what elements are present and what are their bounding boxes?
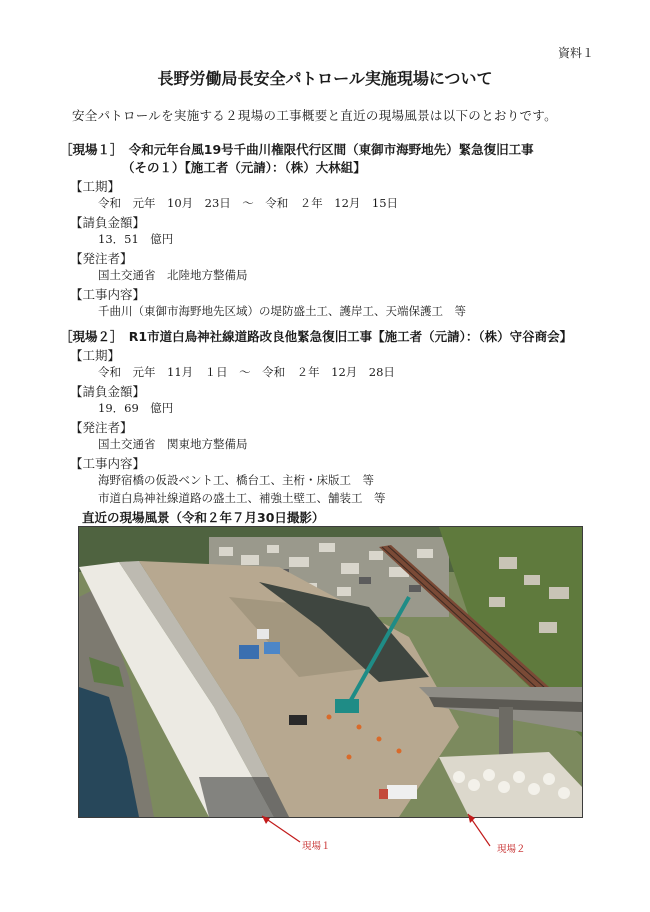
marker-site2-label: 現場２ bbox=[497, 844, 526, 855]
site1-amount: 13．51 億円 bbox=[98, 232, 174, 246]
site1-period: 令和 元年 10月 23日 ～ 令和 ２年 12月 15日 bbox=[98, 196, 399, 210]
site2-client-label: 【発注者】 bbox=[70, 420, 133, 435]
site2-content-line1: 海野宿橋の仮設ベント工、橋台工、主桁・床版工 等 bbox=[98, 473, 374, 487]
site1-client: 国土交通省 北陸地方整備局 bbox=[98, 268, 248, 282]
site2-heading: ［現場２］ R1市道白鳥神社線道路改良他緊急復旧工事【施工者（元請）：（株）守谷商会】 bbox=[60, 329, 573, 344]
site2-client: 国土交通省 関東地方整備局 bbox=[98, 437, 248, 451]
site2-period-label: 【工期】 bbox=[70, 348, 121, 363]
site2-amount-label: 【請負金額】 bbox=[70, 384, 146, 399]
site1-heading: ［現場１］ 令和元年台風19号千曲川権限代行区間（東御市海野地先）緊急復旧工事 bbox=[60, 142, 534, 157]
intro-text: 安全パトロールを実施する２現場の工事概要と直近の現場風景は以下のとおりです。 bbox=[72, 108, 557, 123]
site2-content-label: 【工事内容】 bbox=[70, 456, 146, 471]
photo-caption: 直近の現場風景（令和２年７月30日撮影） bbox=[82, 510, 325, 525]
site2-amount: 19．69 億円 bbox=[98, 401, 174, 415]
site-aerial-photo bbox=[78, 526, 583, 818]
marker-site1-label: 現場１ bbox=[302, 841, 331, 852]
site-marker-arrows bbox=[240, 806, 580, 866]
site1-content-label: 【工事内容】 bbox=[70, 287, 146, 302]
site2-period: 令和 元年 11月 １日 ～ 令和 ２年 12月 28日 bbox=[98, 365, 395, 379]
document-tag: 資料１ bbox=[557, 46, 594, 60]
site2-content-line2: 市道白鳥神社線道路の盛土工、補強土壁工、舗装工 等 bbox=[98, 491, 386, 505]
page-title: 長野労働局長安全パトロール実施現場について bbox=[157, 69, 493, 88]
site1-amount-label: 【請負金額】 bbox=[70, 215, 146, 230]
site1-subheading: （その１）【施工者（元請）：（株）大林組】 bbox=[122, 160, 366, 175]
site1-period-label: 【工期】 bbox=[70, 179, 121, 194]
site1-content: 千曲川（東御市海野地先区域）の堤防盛土工、護岸工、天端保護工 等 bbox=[98, 304, 466, 318]
site1-client-label: 【発注者】 bbox=[70, 251, 133, 266]
